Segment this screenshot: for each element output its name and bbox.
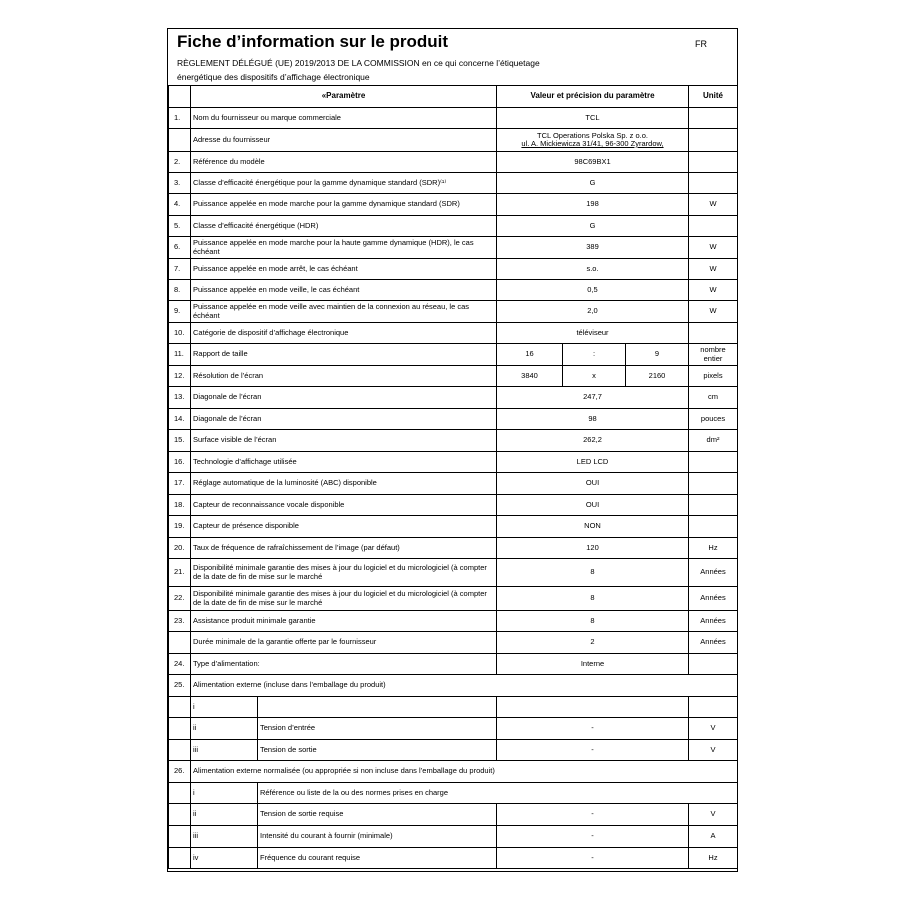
row-unit: W [689,301,738,323]
table-header-row [169,86,738,108]
row-label: Disponibilité minimale garantie des mises à jour du logiciel et du micrologiciel (à compter de la date de fin de mise sur le marché [191,559,497,587]
row-label: Nom du fournisseur ou marque commerciale [191,108,497,129]
row-label: Capteur de reconnaissance vocale disponible [191,495,497,516]
row-unit [689,473,738,495]
ratio-separator: : [563,344,626,366]
row-value: 98 [497,409,689,430]
row-value: OUI [497,495,689,516]
row-unit [689,452,738,473]
row-label: Référence du modèle [191,152,497,173]
row-number: 14. [169,409,191,430]
row-number: 15. [169,430,191,452]
row-label: Classe d’efficacité énergétique pour la gamme dynamique standard (SDR)⁽¹⁾ [191,173,497,194]
regulation-line-1: RÈGLEMENT DÉLÉGUÉ (UE) 2019/2013 DE LA COMMISSION en ce qui concerne l’étiquetage [177,58,540,68]
table-row [169,430,738,452]
row-label: Capteur de présence disponible [191,516,497,538]
row-value: NON [497,516,689,538]
row-label: Intensité du courant à fournir (minimale) [258,826,497,848]
row-subnumber: ii [191,804,258,826]
row-number: 24. [169,654,191,675]
row-unit [689,495,738,516]
row-unit [689,516,738,538]
table-row [169,387,738,409]
table-row [169,697,738,718]
row-unit: cm [689,387,738,409]
section-label: Alimentation externe normalisée (ou appropriée si non incluse dans l’emballage du produit) [191,761,738,783]
row-subnumber: iv [191,848,258,869]
table-row [169,848,738,869]
row-unit: A [689,826,738,848]
row-unit: V [689,740,738,761]
row-value: TCL [497,108,689,129]
row-value: 8 [497,559,689,587]
row-value: - [497,804,689,826]
sheet-title: Fiche d’information sur le produit [177,32,449,51]
row-unit: Années [689,611,738,632]
row-number: 13. [169,387,191,409]
row-label: Puissance appelée en mode arrêt, le cas échéant [191,259,497,280]
table-row [169,559,738,587]
table-row [169,108,738,129]
supplier-address [497,129,689,152]
row-label: Technologie d’affichage utilisée [191,452,497,473]
address-line-2: ul. A. Mickiewicza 31/41, 96-300 Zyrardow, [521,139,664,148]
row-value: 0,5 [497,280,689,301]
row-label [258,697,497,718]
table-row [169,259,738,280]
table-section-row [169,675,738,697]
row-number: 19. [169,516,191,538]
row-value: 8 [497,611,689,632]
table-row [169,344,738,366]
row-unit [689,129,738,152]
table-row [169,366,738,387]
table-row [169,216,738,237]
row-value [497,697,689,718]
row-unit [689,697,738,718]
resolution-separator: x [563,366,626,387]
row-value: G [497,216,689,237]
row-value: - [497,718,689,740]
row-unit: V [689,718,738,740]
row-label: Diagonale de l’écran [191,387,497,409]
row-value: 2,0 [497,301,689,323]
row-unit: pouces [689,409,738,430]
row-label: Fréquence du courant requise [258,848,497,869]
table-row [169,280,738,301]
resolution-width: 3840 [497,366,563,387]
table-row [169,804,738,826]
row-value: 8 [497,587,689,611]
row-unit: Années [689,559,738,587]
row-unit [689,152,738,173]
table-row [169,740,738,761]
row-number: 4. [169,194,191,216]
row-label: Puissance appelée en mode marche pour la haute gamme dynamique (HDR), le cas échéant [191,237,497,259]
row-unit [689,654,738,675]
row-subnumber: ii [191,718,258,740]
row-label: Puissance appelée en mode veille avec maintien de la connexion au réseau, le cas échéant [191,301,497,323]
parameter-table [168,85,738,869]
row-label: Type d’alimentation: [191,654,497,675]
row-label: Disponibilité minimale garantie des mises à jour du logiciel et du micrologiciel (à compter de la date de fin de mise sur le marché [191,587,497,611]
row-label: Réglage automatique de la luminosité (ABC) disponible [191,473,497,495]
row-value: - [497,848,689,869]
row-number: 16. [169,452,191,473]
table-row [169,173,738,194]
row-label: Référence ou liste de la ou des normes prises en charge [258,783,738,804]
row-unit: V [689,804,738,826]
ratio-height: 9 [626,344,689,366]
row-value: - [497,740,689,761]
row-value: 389 [497,237,689,259]
row-unit: Hz [689,848,738,869]
row-label: Assistance produit minimale garantie [191,611,497,632]
table-row [169,237,738,259]
row-value: téléviseur [497,323,689,344]
row-value: 198 [497,194,689,216]
table-row [169,194,738,216]
row-value: s.o. [497,259,689,280]
row-subnumber: i [191,697,258,718]
row-number: 17. [169,473,191,495]
row-unit [689,108,738,129]
table-row [169,783,738,804]
product-info-sheet [167,28,738,872]
row-number: 26. [169,761,191,783]
regulation-line-2: énergétique des dispositifs d’affichage électronique [177,72,370,82]
row-number: 11. [169,344,191,366]
table-row [169,718,738,740]
section-label: Alimentation externe (incluse dans l’emballage du produit) [191,675,738,697]
row-value: - [497,826,689,848]
row-label: Résolution de l’écran [191,366,497,387]
row-number: 1. [169,108,191,129]
table-section-row [169,761,738,783]
row-label: Catégorie de dispositif d’affichage électronique [191,323,497,344]
row-subnumber: iii [191,826,258,848]
row-number: 21. [169,559,191,587]
row-label: Puissance appelée en mode marche pour la gamme dynamique standard (SDR) [191,194,497,216]
table-row [169,538,738,559]
header-unit: Unité [689,86,738,108]
row-unit: Années [689,587,738,611]
table-row [169,323,738,344]
row-number: 20. [169,538,191,559]
row-value: Interne [497,654,689,675]
row-label: Classe d’efficacité énergétique (HDR) [191,216,497,237]
row-unit: W [689,237,738,259]
row-number [169,129,191,152]
row-label: Durée minimale de la garantie offerte par le fournisseur [191,632,497,654]
row-label: Diagonale de l’écran [191,409,497,430]
row-label: Tension de sortie [258,740,497,761]
row-value: OUI [497,473,689,495]
row-value: 247,7 [497,387,689,409]
row-unit: W [689,194,738,216]
table-row [169,473,738,495]
row-number [169,632,191,654]
row-value: 98C69BX1 [497,152,689,173]
table-row [169,611,738,632]
row-value: 120 [497,538,689,559]
row-unit: W [689,280,738,301]
language-code: FR [695,39,707,49]
row-number: 12. [169,366,191,387]
address-line-1: TCL Operations Polska Sp. z o.o. [536,130,649,140]
row-label: Surface visible de l’écran [191,430,497,452]
row-unit [689,173,738,194]
row-unit: dm² [689,430,738,452]
row-number: 6. [169,237,191,259]
row-value: 2 [497,632,689,654]
row-label: Tension d’entrée [258,718,497,740]
table-row [169,152,738,173]
table-row [169,632,738,654]
row-unit: Hz [689,538,738,559]
row-unit: nombre entier [689,344,738,366]
row-value: 262,2 [497,430,689,452]
ratio-width: 16 [497,344,563,366]
table-row [169,452,738,473]
row-number: 23. [169,611,191,632]
row-label: Puissance appelée en mode veille, le cas échéant [191,280,497,301]
row-unit: pixels [689,366,738,387]
row-value: LED LCD [497,452,689,473]
row-number: 10. [169,323,191,344]
header-parameter: «Paramètre [191,86,497,108]
resolution-height: 2160 [626,366,689,387]
table-row [169,516,738,538]
row-value: G [497,173,689,194]
table-row [169,301,738,323]
row-number: 18. [169,495,191,516]
row-unit [689,323,738,344]
row-label: Tension de sortie requise [258,804,497,826]
table-row [169,826,738,848]
table-row [169,495,738,516]
row-number: 5. [169,216,191,237]
row-unit [689,216,738,237]
row-label: Taux de fréquence de rafraîchissement de l’image (par défaut) [191,538,497,559]
row-number: 7. [169,259,191,280]
row-label: Adresse du fournisseur [191,129,497,152]
table-row [169,409,738,430]
row-number: 22. [169,587,191,611]
row-unit: W [689,259,738,280]
row-unit: Années [689,632,738,654]
table-row [169,587,738,611]
row-number: 8. [169,280,191,301]
row-subnumber: iii [191,740,258,761]
header-value: Valeur et précision du paramètre [497,86,689,108]
row-label: Rapport de taille [191,344,497,366]
row-subnumber: i [191,783,258,804]
table-row [169,654,738,675]
row-number: 3. [169,173,191,194]
row-number: 25. [169,675,191,697]
row-number: 2. [169,152,191,173]
table-row [169,129,738,152]
row-number: 9. [169,301,191,323]
